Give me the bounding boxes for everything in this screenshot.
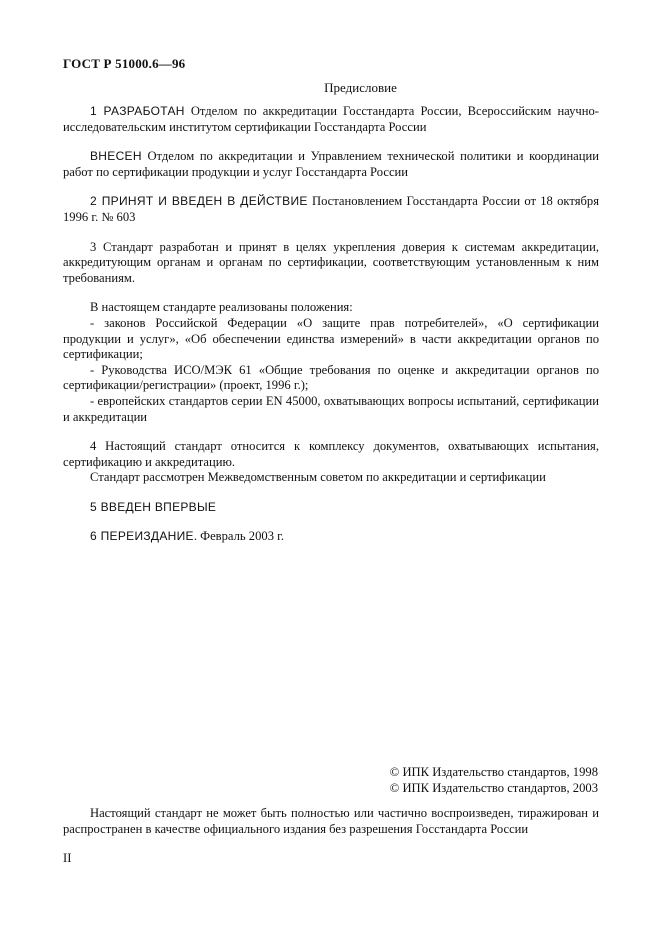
standard-code-header: ГОСТ Р 51000.6—96 bbox=[63, 56, 186, 71]
paragraph-introduced bbox=[63, 149, 599, 180]
adopted-lead: 2 ПРИНЯТ И ВВЕДЕН В ДЕЙСТВИЕ bbox=[90, 194, 308, 209]
foreword-body bbox=[63, 104, 599, 545]
copyright-block bbox=[390, 765, 598, 796]
reissue-lead: 6 ПЕРЕИЗДАНИЕ bbox=[90, 529, 194, 544]
developed-text: Отделом по аккредитации Госстандарта России, Всероссийским научно-исследовательским институтом сертификации Госстандарта России bbox=[63, 104, 599, 134]
page-title: Предисловие bbox=[324, 80, 397, 95]
paragraph-developed bbox=[63, 104, 599, 135]
provision-item: - Руководства ИСО/МЭК 61 «Общие требования по оценке и аккредитации органов по сертификации/регистрации» (проект, 1996 г.); bbox=[63, 362, 599, 393]
adopted-text: Постановлением Госстандарта России от 18 октября 1996 г. № 603 bbox=[63, 194, 599, 224]
provision-item: - европейских стандартов серии EN 45000, охватывающих вопросы испытаний, сертификации и аккредитации bbox=[63, 393, 599, 424]
copyright-line: © ИПК Издательство стандартов, 1998 bbox=[389, 765, 598, 779]
introduced-text: Отделом по аккредитации и Управлением технической политики и координации работ по сертификации продукции и услуг Госстандарта России bbox=[63, 149, 599, 179]
page-number: II bbox=[63, 851, 72, 865]
provision-item: - законов Российской Федерации «О защите прав потребителей», «О сертификации продукции и услуг», «Об обеспечении единства измерений» в части аккредитации органов по сертификации; bbox=[63, 315, 599, 362]
paragraph-reissue bbox=[63, 529, 599, 545]
reissue-text: . Февраль 2003 г. bbox=[193, 529, 285, 544]
copyright-line: © ИПК Издательство стандартов, 2003 bbox=[389, 780, 598, 795]
paragraph-reviewed: Стандарт рассмотрен Межведомственным советом по аккредитации и сертификации bbox=[90, 470, 546, 485]
paragraph-complex: 4 Настоящий стандарт относится к комплексу документов, охватывающих испытания, сертификацию и аккредитацию. bbox=[63, 439, 599, 469]
developed-lead: 1 РАЗРАБОТАН bbox=[90, 104, 185, 118]
paragraph-provisions-intro: В настоящем стандарте реализованы положения: bbox=[90, 300, 353, 315]
paragraph-first-introduced: 5 ВВЕДЕН ВПЕРВЫЕ bbox=[90, 499, 217, 514]
paragraph-purpose: 3 Стандарт разработан и принят в целях укрепления доверия к системам аккредитации, аккредитующим органам и органам по сертификации, соответствующим установленным к ним требованиям. bbox=[63, 239, 599, 285]
introduced-lead: ВНЕСЕН bbox=[90, 149, 142, 164]
paragraph-adopted bbox=[63, 194, 599, 225]
reproduction-notice: Настоящий стандарт не может быть полностью или частично воспроизведен, тиражирован и распространен в качестве официального издания без разрешения Госстандарта России bbox=[63, 806, 599, 836]
